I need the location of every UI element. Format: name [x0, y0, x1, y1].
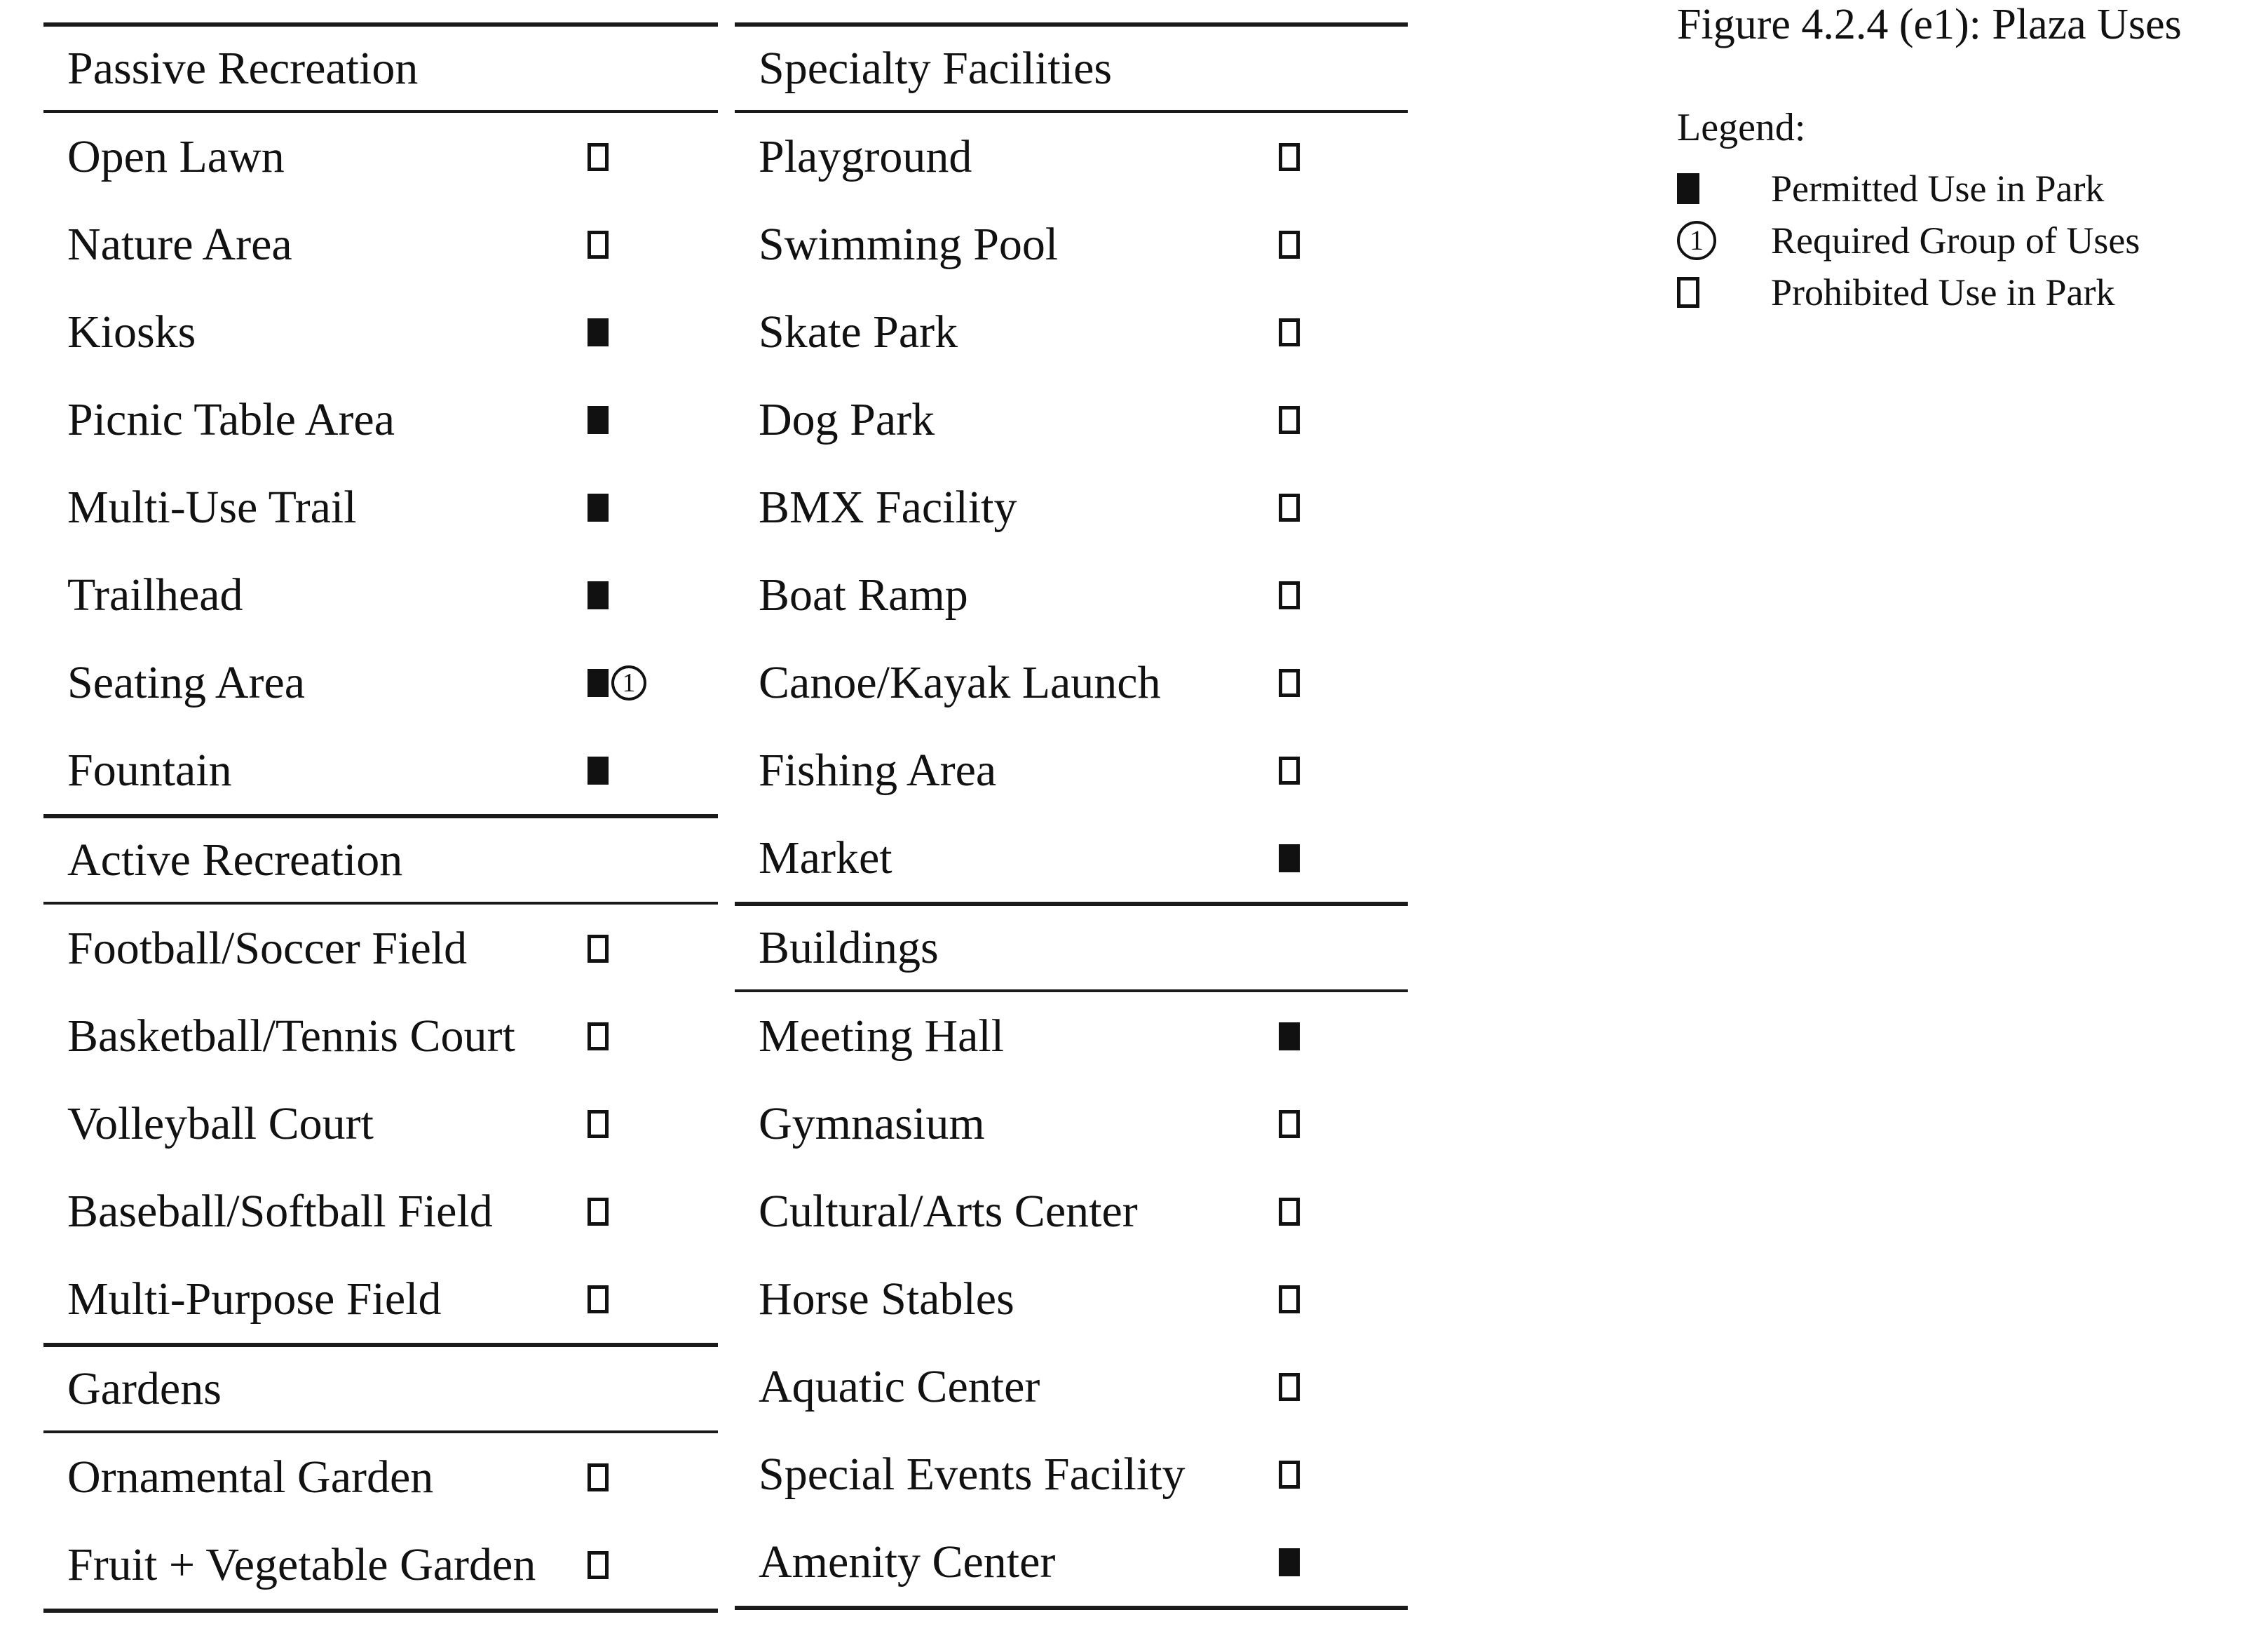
- use-status: [1279, 318, 1300, 346]
- use-status: [1279, 844, 1300, 872]
- use-label: Open Lawn: [67, 130, 285, 182]
- use-status: [588, 581, 609, 609]
- use-status: [588, 1198, 609, 1226]
- uses-table-left: [43, 22, 718, 1613]
- use-status: [1279, 406, 1300, 434]
- use-status: [1279, 581, 1300, 609]
- prohibited-square-icon: [1279, 1373, 1300, 1401]
- permitted-square-icon: [588, 494, 609, 522]
- use-label: Seating Area: [67, 656, 306, 708]
- circled-number-icon: 1: [1677, 221, 1716, 260]
- use-row: [735, 376, 1408, 463]
- use-label: Canoe/Kayak Launch: [759, 656, 1161, 708]
- use-label: Boat Ramp: [759, 569, 968, 621]
- prohibited-square-icon: [588, 1110, 609, 1138]
- use-status: [1279, 143, 1300, 171]
- use-row: [735, 1343, 1408, 1430]
- use-label: Trailhead: [67, 569, 243, 621]
- uses-table-right: [735, 22, 1408, 1610]
- use-status: [588, 1022, 609, 1050]
- category-section: [43, 22, 718, 814]
- prohibited-square-icon: [588, 1022, 609, 1050]
- use-label: Meeting Hall: [759, 1010, 1005, 1062]
- use-row: [43, 1255, 718, 1343]
- use-row: [735, 1430, 1408, 1518]
- use-label: Dog Park: [759, 393, 935, 445]
- prohibited-square-icon: [588, 231, 609, 259]
- legend-item-required-group: [1677, 215, 2140, 266]
- use-row: [43, 288, 718, 376]
- permitted-square-icon: [588, 581, 609, 609]
- permitted-square-icon: [588, 757, 609, 785]
- use-row: [43, 1168, 718, 1255]
- use-status: [1279, 1022, 1300, 1050]
- prohibited-square-icon: [1677, 277, 1699, 308]
- use-label: Fountain: [67, 744, 232, 796]
- use-status: [588, 406, 609, 434]
- prohibited-square-icon: [1279, 1110, 1300, 1138]
- prohibited-square-icon: [1279, 757, 1300, 785]
- use-row: [43, 463, 718, 551]
- use-label: Multi-Use Trail: [67, 481, 357, 533]
- use-status: [1279, 757, 1300, 785]
- prohibited-square-icon: [1279, 494, 1300, 522]
- use-row: [43, 201, 718, 288]
- use-label: Nature Area: [67, 218, 292, 270]
- permitted-square-icon: [1677, 173, 1699, 204]
- use-status: [1279, 1373, 1300, 1401]
- legend-label: Required Group of Uses: [1771, 219, 2140, 262]
- category-section: [43, 814, 718, 1343]
- use-status: [588, 494, 609, 522]
- category-header: Buildings: [735, 906, 1408, 992]
- use-row: [43, 1080, 718, 1168]
- use-row: [735, 639, 1408, 726]
- use-row: [735, 463, 1408, 551]
- legend-item-prohibited: [1677, 266, 2140, 318]
- use-row: [43, 905, 718, 992]
- prohibited-square-icon: [588, 1551, 609, 1579]
- category-header: Specialty Facilities: [735, 27, 1408, 113]
- prohibited-square-icon: [1279, 318, 1300, 346]
- prohibited-square-icon: [588, 1285, 609, 1313]
- prohibited-square-icon: [1279, 1198, 1300, 1226]
- use-label: Market: [759, 832, 892, 884]
- prohibited-square-icon: [1279, 406, 1300, 434]
- use-label: Aquatic Center: [759, 1360, 1040, 1412]
- legend: [1677, 105, 2140, 318]
- use-label: Basketball/Tennis Court: [67, 1010, 515, 1062]
- use-row: [735, 551, 1408, 639]
- category-section: [735, 902, 1408, 1610]
- use-row: [43, 376, 718, 463]
- use-status: [588, 143, 609, 171]
- prohibited-square-icon: [588, 143, 609, 171]
- permitted-square-icon: [588, 406, 609, 434]
- category-section: [43, 1343, 718, 1613]
- use-label: Picnic Table Area: [67, 393, 395, 445]
- use-row: [735, 814, 1408, 902]
- use-status: [588, 231, 609, 259]
- use-label: Fishing Area: [759, 744, 997, 796]
- use-status: [1279, 494, 1300, 522]
- category-header: Active Recreation: [43, 818, 718, 905]
- prohibited-square-icon: [588, 935, 609, 963]
- use-row: [735, 992, 1408, 1080]
- circled-number-icon: 1: [611, 665, 646, 701]
- use-status: [588, 757, 609, 785]
- use-label: Fruit + Vegetable Garden: [67, 1538, 536, 1590]
- prohibited-square-icon: [1279, 669, 1300, 697]
- use-label: Ornamental Garden: [67, 1451, 434, 1503]
- use-label: Baseball/Softball Field: [67, 1185, 493, 1237]
- legend-title: Legend:: [1677, 106, 1806, 149]
- use-row: [43, 1521, 718, 1609]
- figure-title: Figure 4.2.4 (e1): Plaza Uses: [1677, 1, 2182, 48]
- use-status: [588, 1110, 609, 1138]
- permitted-square-icon: [588, 669, 609, 697]
- use-status: [1279, 1198, 1300, 1226]
- prohibited-square-icon: [1279, 581, 1300, 609]
- use-row: [735, 1518, 1408, 1606]
- use-status: [588, 665, 646, 701]
- use-row: [735, 201, 1408, 288]
- use-label: Swimming Pool: [759, 218, 1059, 270]
- use-row: [735, 1080, 1408, 1168]
- use-row: [43, 726, 718, 814]
- prohibited-square-icon: [1279, 1285, 1300, 1313]
- legend-label: Permitted Use in Park: [1771, 168, 2105, 210]
- use-label: Special Events Facility: [759, 1448, 1186, 1500]
- prohibited-square-icon: [1279, 231, 1300, 259]
- legend-item-permitted: [1677, 163, 2140, 215]
- use-row: [43, 551, 718, 639]
- permitted-square-icon: [1279, 1548, 1300, 1576]
- use-status: [588, 1463, 609, 1491]
- use-label: Cultural/Arts Center: [759, 1185, 1138, 1237]
- use-label: Football/Soccer Field: [67, 922, 468, 974]
- legend-label: Prohibited Use in Park: [1771, 271, 2115, 313]
- use-row: [735, 113, 1408, 201]
- use-label: Horse Stables: [759, 1273, 1014, 1325]
- use-row: [43, 113, 718, 201]
- permitted-square-icon: [1279, 844, 1300, 872]
- use-row: [735, 726, 1408, 814]
- use-status: [588, 935, 609, 963]
- use-label: Gymnasium: [759, 1097, 985, 1149]
- use-label: Multi-Purpose Field: [67, 1273, 442, 1325]
- use-label: Volleyball Court: [67, 1097, 374, 1149]
- use-status: [1279, 231, 1300, 259]
- use-label: Playground: [759, 130, 972, 182]
- permitted-square-icon: [588, 318, 609, 346]
- prohibited-square-icon: [588, 1463, 609, 1491]
- use-label: Amenity Center: [759, 1536, 1056, 1588]
- use-status: [1279, 1461, 1300, 1489]
- use-label: Kiosks: [67, 306, 196, 358]
- use-status: [1279, 669, 1300, 697]
- category-section: [735, 22, 1408, 902]
- use-status: [588, 1285, 609, 1313]
- use-row: [43, 639, 718, 726]
- use-row: [43, 1433, 718, 1521]
- use-row: [735, 1255, 1408, 1343]
- use-status: [1279, 1285, 1300, 1313]
- use-label: Skate Park: [759, 306, 958, 358]
- prohibited-square-icon: [588, 1198, 609, 1226]
- use-row: [735, 288, 1408, 376]
- prohibited-square-icon: [1279, 1461, 1300, 1489]
- use-label: BMX Facility: [759, 481, 1017, 533]
- use-status: [1279, 1548, 1300, 1576]
- use-row: [735, 1168, 1408, 1255]
- use-row: [43, 992, 718, 1080]
- prohibited-square-icon: [1279, 143, 1300, 171]
- category-header: Gardens: [43, 1347, 718, 1433]
- use-status: [588, 1551, 609, 1579]
- use-status: [1279, 1110, 1300, 1138]
- category-header: Passive Recreation: [43, 27, 718, 113]
- use-status: [588, 318, 609, 346]
- permitted-square-icon: [1279, 1022, 1300, 1050]
